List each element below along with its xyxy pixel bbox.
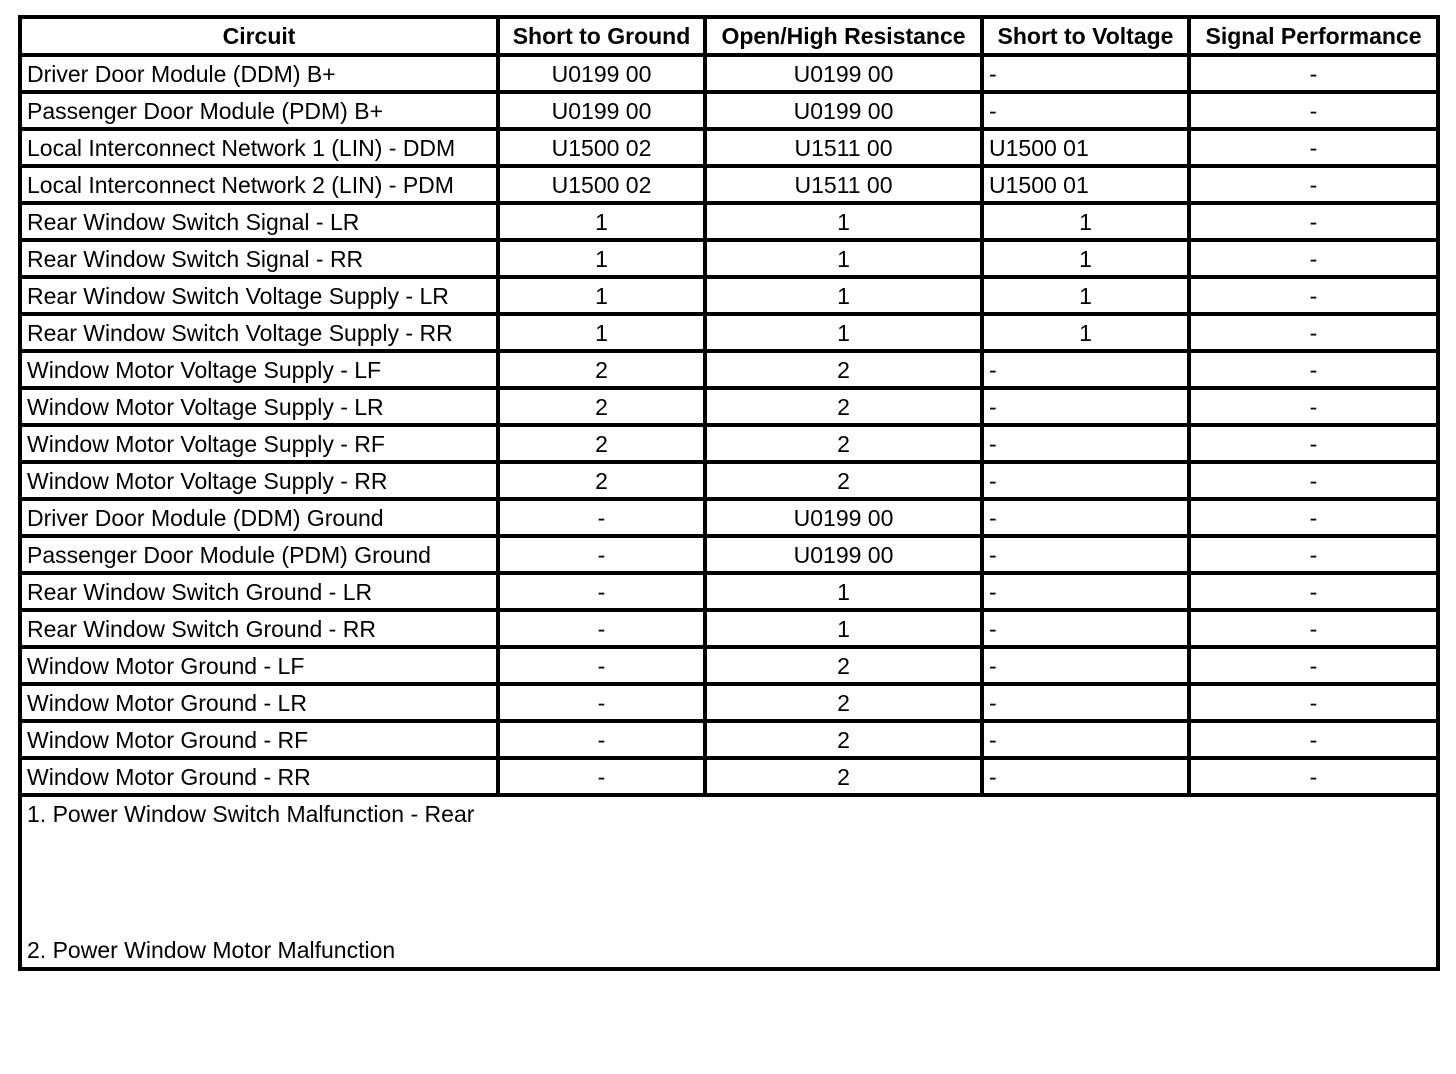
cell-signal-performance: -	[1189, 240, 1438, 277]
cell-short-to-voltage: -	[982, 647, 1189, 684]
cell-signal-performance: -	[1189, 462, 1438, 499]
cell-circuit: Rear Window Switch Voltage Supply - LR	[20, 277, 498, 314]
cell-signal-performance: -	[1189, 425, 1438, 462]
notes-row	[20, 795, 1438, 969]
cell-circuit: Local Interconnect Network 2 (LIN) - PDM	[20, 166, 498, 203]
cell-circuit: Rear Window Switch Ground - LR	[20, 573, 498, 610]
cell-short-to-voltage: -	[982, 610, 1189, 647]
table-row	[20, 351, 1438, 388]
notes-cell	[20, 795, 1438, 969]
cell-circuit: Rear Window Switch Voltage Supply - RR	[20, 314, 498, 351]
cell-short-to-voltage: -	[982, 462, 1189, 499]
table-row	[20, 277, 1438, 314]
header-short-to-voltage: Short to Voltage	[982, 17, 1189, 55]
cell-short-to-ground: 2	[498, 425, 705, 462]
cell-signal-performance: -	[1189, 55, 1438, 92]
cell-open-high-resistance: 2	[705, 388, 982, 425]
cell-short-to-voltage: -	[982, 758, 1189, 795]
cell-short-to-voltage: -	[982, 92, 1189, 129]
cell-open-high-resistance: 2	[705, 758, 982, 795]
table-row	[20, 499, 1438, 536]
table-header-row	[20, 17, 1438, 55]
cell-circuit: Window Motor Voltage Supply - RR	[20, 462, 498, 499]
table-row	[20, 388, 1438, 425]
cell-short-to-ground: 2	[498, 351, 705, 388]
table-row	[20, 462, 1438, 499]
cell-short-to-voltage: 1	[982, 240, 1189, 277]
cell-open-high-resistance: U0199 00	[705, 499, 982, 536]
cell-circuit: Window Motor Ground - LF	[20, 647, 498, 684]
header-circuit: Circuit	[20, 17, 498, 55]
table-row	[20, 721, 1438, 758]
cell-short-to-voltage: -	[982, 684, 1189, 721]
cell-open-high-resistance: 2	[705, 684, 982, 721]
table-row	[20, 610, 1438, 647]
cell-signal-performance: -	[1189, 573, 1438, 610]
table-body	[20, 55, 1438, 795]
cell-short-to-ground: -	[498, 499, 705, 536]
footnote-2: 2. Power Window Motor Malfunction	[27, 937, 396, 963]
cell-signal-performance: -	[1189, 647, 1438, 684]
table-row	[20, 240, 1438, 277]
cell-signal-performance: -	[1189, 92, 1438, 129]
header-open-high-resistance: Open/High Resistance	[705, 17, 982, 55]
cell-open-high-resistance: 1	[705, 203, 982, 240]
cell-circuit: Passenger Door Module (PDM) Ground	[20, 536, 498, 573]
cell-short-to-voltage: -	[982, 388, 1189, 425]
table-row	[20, 758, 1438, 795]
cell-open-high-resistance: 2	[705, 425, 982, 462]
cell-short-to-voltage: 1	[982, 277, 1189, 314]
cell-open-high-resistance: 1	[705, 314, 982, 351]
cell-circuit: Window Motor Voltage Supply - RF	[20, 425, 498, 462]
cell-open-high-resistance: 2	[705, 647, 982, 684]
cell-short-to-voltage: 1	[982, 314, 1189, 351]
header-short-to-ground: Short to Ground	[498, 17, 705, 55]
cell-signal-performance: -	[1189, 277, 1438, 314]
cell-short-to-ground: -	[498, 573, 705, 610]
cell-open-high-resistance: 1	[705, 240, 982, 277]
table-row	[20, 203, 1438, 240]
cell-short-to-ground: 2	[498, 462, 705, 499]
cell-short-to-ground: U1500 02	[498, 166, 705, 203]
cell-signal-performance: -	[1189, 758, 1438, 795]
cell-short-to-voltage: -	[982, 573, 1189, 610]
cell-short-to-ground: 1	[498, 277, 705, 314]
table-row	[20, 166, 1438, 203]
cell-circuit: Window Motor Ground - LR	[20, 684, 498, 721]
cell-short-to-voltage: -	[982, 55, 1189, 92]
cell-signal-performance: -	[1189, 721, 1438, 758]
cell-short-to-voltage: U1500 01	[982, 166, 1189, 203]
cell-short-to-voltage: -	[982, 351, 1189, 388]
cell-signal-performance: -	[1189, 388, 1438, 425]
cell-short-to-ground: -	[498, 610, 705, 647]
cell-short-to-voltage: 1	[982, 203, 1189, 240]
table-row	[20, 92, 1438, 129]
cell-open-high-resistance: U0199 00	[705, 92, 982, 129]
cell-open-high-resistance: 2	[705, 462, 982, 499]
cell-open-high-resistance: 2	[705, 721, 982, 758]
cell-open-high-resistance: U1511 00	[705, 166, 982, 203]
cell-open-high-resistance: U0199 00	[705, 536, 982, 573]
cell-circuit: Window Motor Ground - RR	[20, 758, 498, 795]
cell-circuit: Driver Door Module (DDM) B+	[20, 55, 498, 92]
cell-short-to-ground: -	[498, 684, 705, 721]
cell-open-high-resistance: 2	[705, 351, 982, 388]
cell-short-to-ground: -	[498, 536, 705, 573]
circuit-dtc-table	[18, 15, 1440, 971]
cell-circuit: Driver Door Module (DDM) Ground	[20, 499, 498, 536]
table-row	[20, 314, 1438, 351]
cell-signal-performance: -	[1189, 536, 1438, 573]
cell-short-to-ground: 1	[498, 203, 705, 240]
cell-circuit: Rear Window Switch Signal - RR	[20, 240, 498, 277]
cell-short-to-voltage: -	[982, 536, 1189, 573]
cell-circuit: Rear Window Switch Signal - LR	[20, 203, 498, 240]
table-row	[20, 425, 1438, 462]
cell-signal-performance: -	[1189, 610, 1438, 647]
cell-open-high-resistance: U1511 00	[705, 129, 982, 166]
cell-open-high-resistance: 1	[705, 277, 982, 314]
cell-short-to-ground: 2	[498, 388, 705, 425]
cell-short-to-ground: U1500 02	[498, 129, 705, 166]
cell-short-to-ground: 1	[498, 240, 705, 277]
header-signal-performance: Signal Performance	[1189, 17, 1438, 55]
cell-short-to-ground: U0199 00	[498, 92, 705, 129]
cell-signal-performance: -	[1189, 499, 1438, 536]
cell-circuit: Window Motor Voltage Supply - LR	[20, 388, 498, 425]
table-row	[20, 684, 1438, 721]
cell-open-high-resistance: 1	[705, 610, 982, 647]
table-row	[20, 55, 1438, 92]
table-row	[20, 536, 1438, 573]
cell-signal-performance: -	[1189, 351, 1438, 388]
cell-short-to-ground: U0199 00	[498, 55, 705, 92]
cell-short-to-voltage: -	[982, 425, 1189, 462]
cell-open-high-resistance: U0199 00	[705, 55, 982, 92]
footnote-1: 1. Power Window Switch Malfunction - Rear	[27, 801, 475, 827]
cell-short-to-ground: 1	[498, 314, 705, 351]
cell-circuit: Passenger Door Module (PDM) B+	[20, 92, 498, 129]
cell-signal-performance: -	[1189, 314, 1438, 351]
cell-short-to-ground: -	[498, 758, 705, 795]
cell-circuit: Window Motor Voltage Supply - LF	[20, 351, 498, 388]
cell-signal-performance: -	[1189, 166, 1438, 203]
table-row	[20, 573, 1438, 610]
cell-circuit: Local Interconnect Network 1 (LIN) - DDM	[20, 129, 498, 166]
cell-open-high-resistance: 1	[705, 573, 982, 610]
table-row	[20, 647, 1438, 684]
cell-circuit: Window Motor Ground - RF	[20, 721, 498, 758]
cell-signal-performance: -	[1189, 684, 1438, 721]
cell-short-to-voltage: -	[982, 721, 1189, 758]
cell-short-to-voltage: U1500 01	[982, 129, 1189, 166]
cell-circuit: Rear Window Switch Ground - RR	[20, 610, 498, 647]
table-row	[20, 129, 1438, 166]
cell-signal-performance: -	[1189, 203, 1438, 240]
cell-signal-performance: -	[1189, 129, 1438, 166]
cell-short-to-ground: -	[498, 721, 705, 758]
cell-short-to-voltage: -	[982, 499, 1189, 536]
cell-short-to-ground: -	[498, 647, 705, 684]
